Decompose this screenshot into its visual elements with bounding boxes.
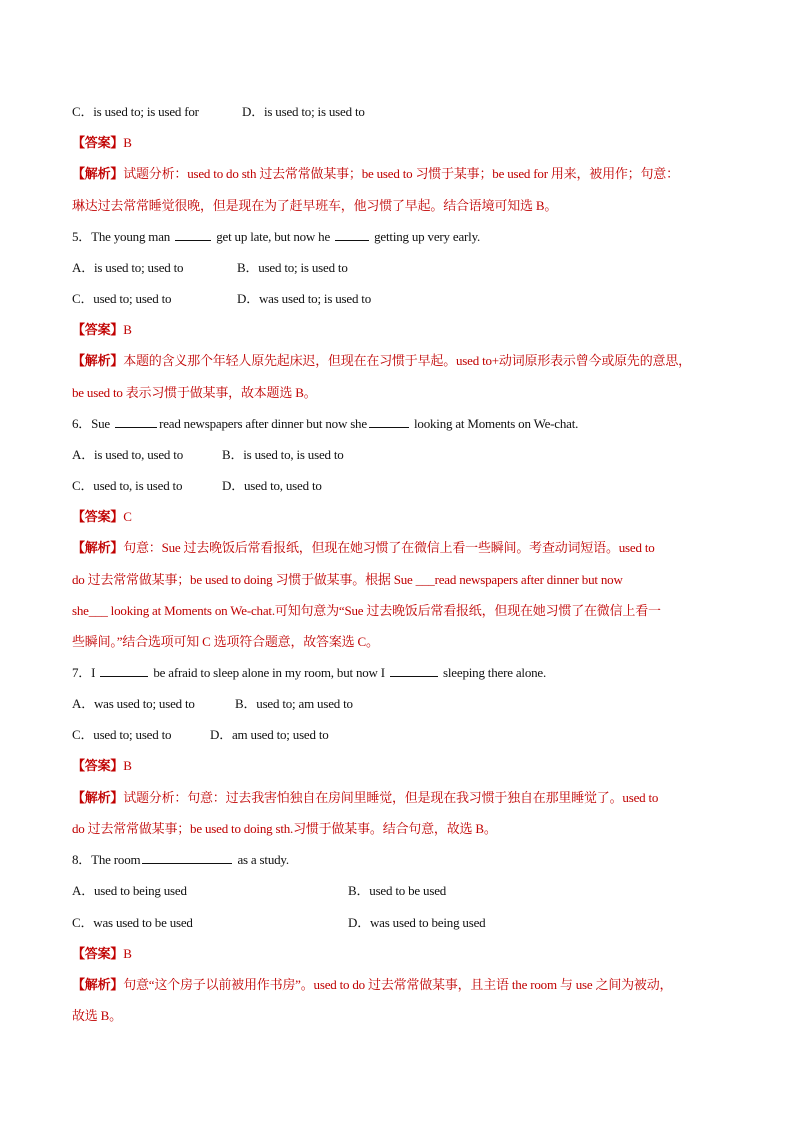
option-row xyxy=(72,694,722,714)
option-text: C．used to; used to xyxy=(72,291,172,306)
option-text: D．used to, used to xyxy=(222,478,322,493)
option-text: C．used to, is used to xyxy=(72,478,183,493)
analysis-text: 试题分析：used to do sth 过去常常做某事；be used to 习惯于某事；be used for 用来，被用作；句意： xyxy=(123,166,679,181)
answer-label: 【答案】 xyxy=(72,946,124,961)
answer-blank xyxy=(175,227,211,241)
answer-line xyxy=(72,507,722,527)
analysis-continuation xyxy=(72,1006,722,1026)
analysis-label: 【解析】 xyxy=(72,977,124,992)
question-text: looking at Moments on We-chat. xyxy=(410,416,579,431)
option-row xyxy=(72,913,722,933)
analysis-label: 【解析】 xyxy=(72,540,124,555)
answer-blank xyxy=(390,663,438,677)
analysis-text: do 过去常常做某事；be used to doing sth.习惯于做某事。结合句意，故选 B。 xyxy=(72,821,497,836)
option-row xyxy=(72,289,722,309)
analysis-text: do 过去常常做某事；be used to doing 习惯于做某事。根据 Sue ___read newspapers after dinner but now xyxy=(72,572,623,587)
question-text: 8．The room xyxy=(72,852,141,867)
option-row xyxy=(72,258,722,278)
analysis-label: 【解析】 xyxy=(72,353,124,368)
answer-line xyxy=(72,320,722,340)
question-line xyxy=(72,227,722,247)
analysis-continuation xyxy=(72,196,722,216)
answer-blank xyxy=(335,227,369,241)
analysis-continuation xyxy=(72,819,722,839)
question-text: 5．The young man xyxy=(72,229,174,244)
option-text: D．was used to being used xyxy=(348,915,486,930)
analysis-continuation xyxy=(72,601,722,621)
option-text: A．is used to, used to xyxy=(72,447,183,462)
question-text: getting up very early. xyxy=(371,229,481,244)
answer-blank xyxy=(100,663,148,677)
analysis-text: 试题分析：句意：过去我害怕独自在房间里睡觉，但是现在我习惯于独自在那里睡觉了。used to xyxy=(123,790,659,805)
answer-blank xyxy=(115,414,157,428)
question-line xyxy=(72,663,722,683)
answer-blank xyxy=(369,414,409,428)
answer-label: 【答案】 xyxy=(72,758,124,773)
answer-text: B xyxy=(123,758,132,773)
answer-text: B xyxy=(123,322,132,337)
question-text: read newspapers after dinner but now she xyxy=(159,416,367,431)
analysis-line xyxy=(72,975,722,995)
answer-label: 【答案】 xyxy=(72,509,124,524)
option-text: A．was used to; used to xyxy=(72,696,195,711)
question-text: get up late, but now he xyxy=(213,229,334,244)
option-text: B．is used to, is used to xyxy=(222,447,344,462)
analysis-text: she___ looking at Moments on We-chat.可知句意为“Sue 过去晚饭后常看报纸，但现在她习惯了在微信上看一 xyxy=(72,603,661,618)
answer-text: C xyxy=(123,509,132,524)
option-text: D．am used to; used to xyxy=(210,727,329,742)
analysis-text: 些瞬间。”结合选项可知 C 选项符合题意，故答案选 C。 xyxy=(72,634,379,649)
option-row xyxy=(72,476,722,496)
analysis-text: be used to 表示习惯于做某事，故本题选 B。 xyxy=(72,385,317,400)
answer-blank xyxy=(142,850,232,864)
option-text: D．is used to; is used to xyxy=(242,104,365,119)
analysis-continuation xyxy=(72,383,722,403)
question-text: 6．Sue xyxy=(72,416,114,431)
analysis-line xyxy=(72,164,722,184)
question-text: 7．I xyxy=(72,665,99,680)
analysis-line xyxy=(72,788,722,808)
analysis-label: 【解析】 xyxy=(72,166,124,181)
answer-line xyxy=(72,133,722,153)
answer-text: B xyxy=(123,946,132,961)
option-row xyxy=(72,881,722,901)
analysis-line xyxy=(72,538,722,558)
answer-label: 【答案】 xyxy=(72,135,124,150)
option-text: A．is used to; used to xyxy=(72,260,184,275)
question-text: as a study. xyxy=(234,852,289,867)
option-row xyxy=(72,725,722,745)
analysis-text: 句意：Sue 过去晚饭后常看报纸，但现在她习惯了在微信上看一些瞬间。考查动词短语。used to xyxy=(123,540,655,555)
analysis-continuation xyxy=(72,570,722,590)
analysis-text: 句意“这个房子以前被用作书房”。used to do 过去常常做某事，且主语 the room 与 use 之间为被动， xyxy=(123,977,673,992)
option-row xyxy=(72,445,722,465)
option-text: B．used to be used xyxy=(348,883,447,898)
analysis-label: 【解析】 xyxy=(72,790,124,805)
analysis-text: 本题的含义那个年轻人原先起床迟，但现在在习惯于早起。used to+动词原形表示曾今或原先的意思， xyxy=(123,353,691,368)
option-row xyxy=(72,102,722,122)
answer-line xyxy=(72,756,722,776)
question-text: sleeping there alone. xyxy=(439,665,547,680)
analysis-line xyxy=(72,351,722,371)
option-text: D．was used to; is used to xyxy=(237,291,372,306)
question-line xyxy=(72,414,722,434)
answer-label: 【答案】 xyxy=(72,322,124,337)
question-line xyxy=(72,850,722,870)
option-text: C．used to; used to xyxy=(72,727,172,742)
analysis-continuation xyxy=(72,632,722,652)
answer-line xyxy=(72,944,722,964)
answer-text: B xyxy=(123,135,132,150)
question-text: be afraid to sleep alone in my room, but now I xyxy=(150,665,388,680)
option-text: A．used to being used xyxy=(72,883,187,898)
analysis-text: 琳达过去常常睡觉很晚，但是现在为了赶早班车，他习惯了早起。结合语境可知选 B。 xyxy=(72,198,558,213)
option-text: C．is used to; is used for xyxy=(72,104,199,119)
option-text: B．used to; am used to xyxy=(235,696,353,711)
analysis-text: 故选 B。 xyxy=(72,1008,122,1023)
option-text: C．was used to be used xyxy=(72,915,193,930)
option-text: B．used to; is used to xyxy=(237,260,348,275)
